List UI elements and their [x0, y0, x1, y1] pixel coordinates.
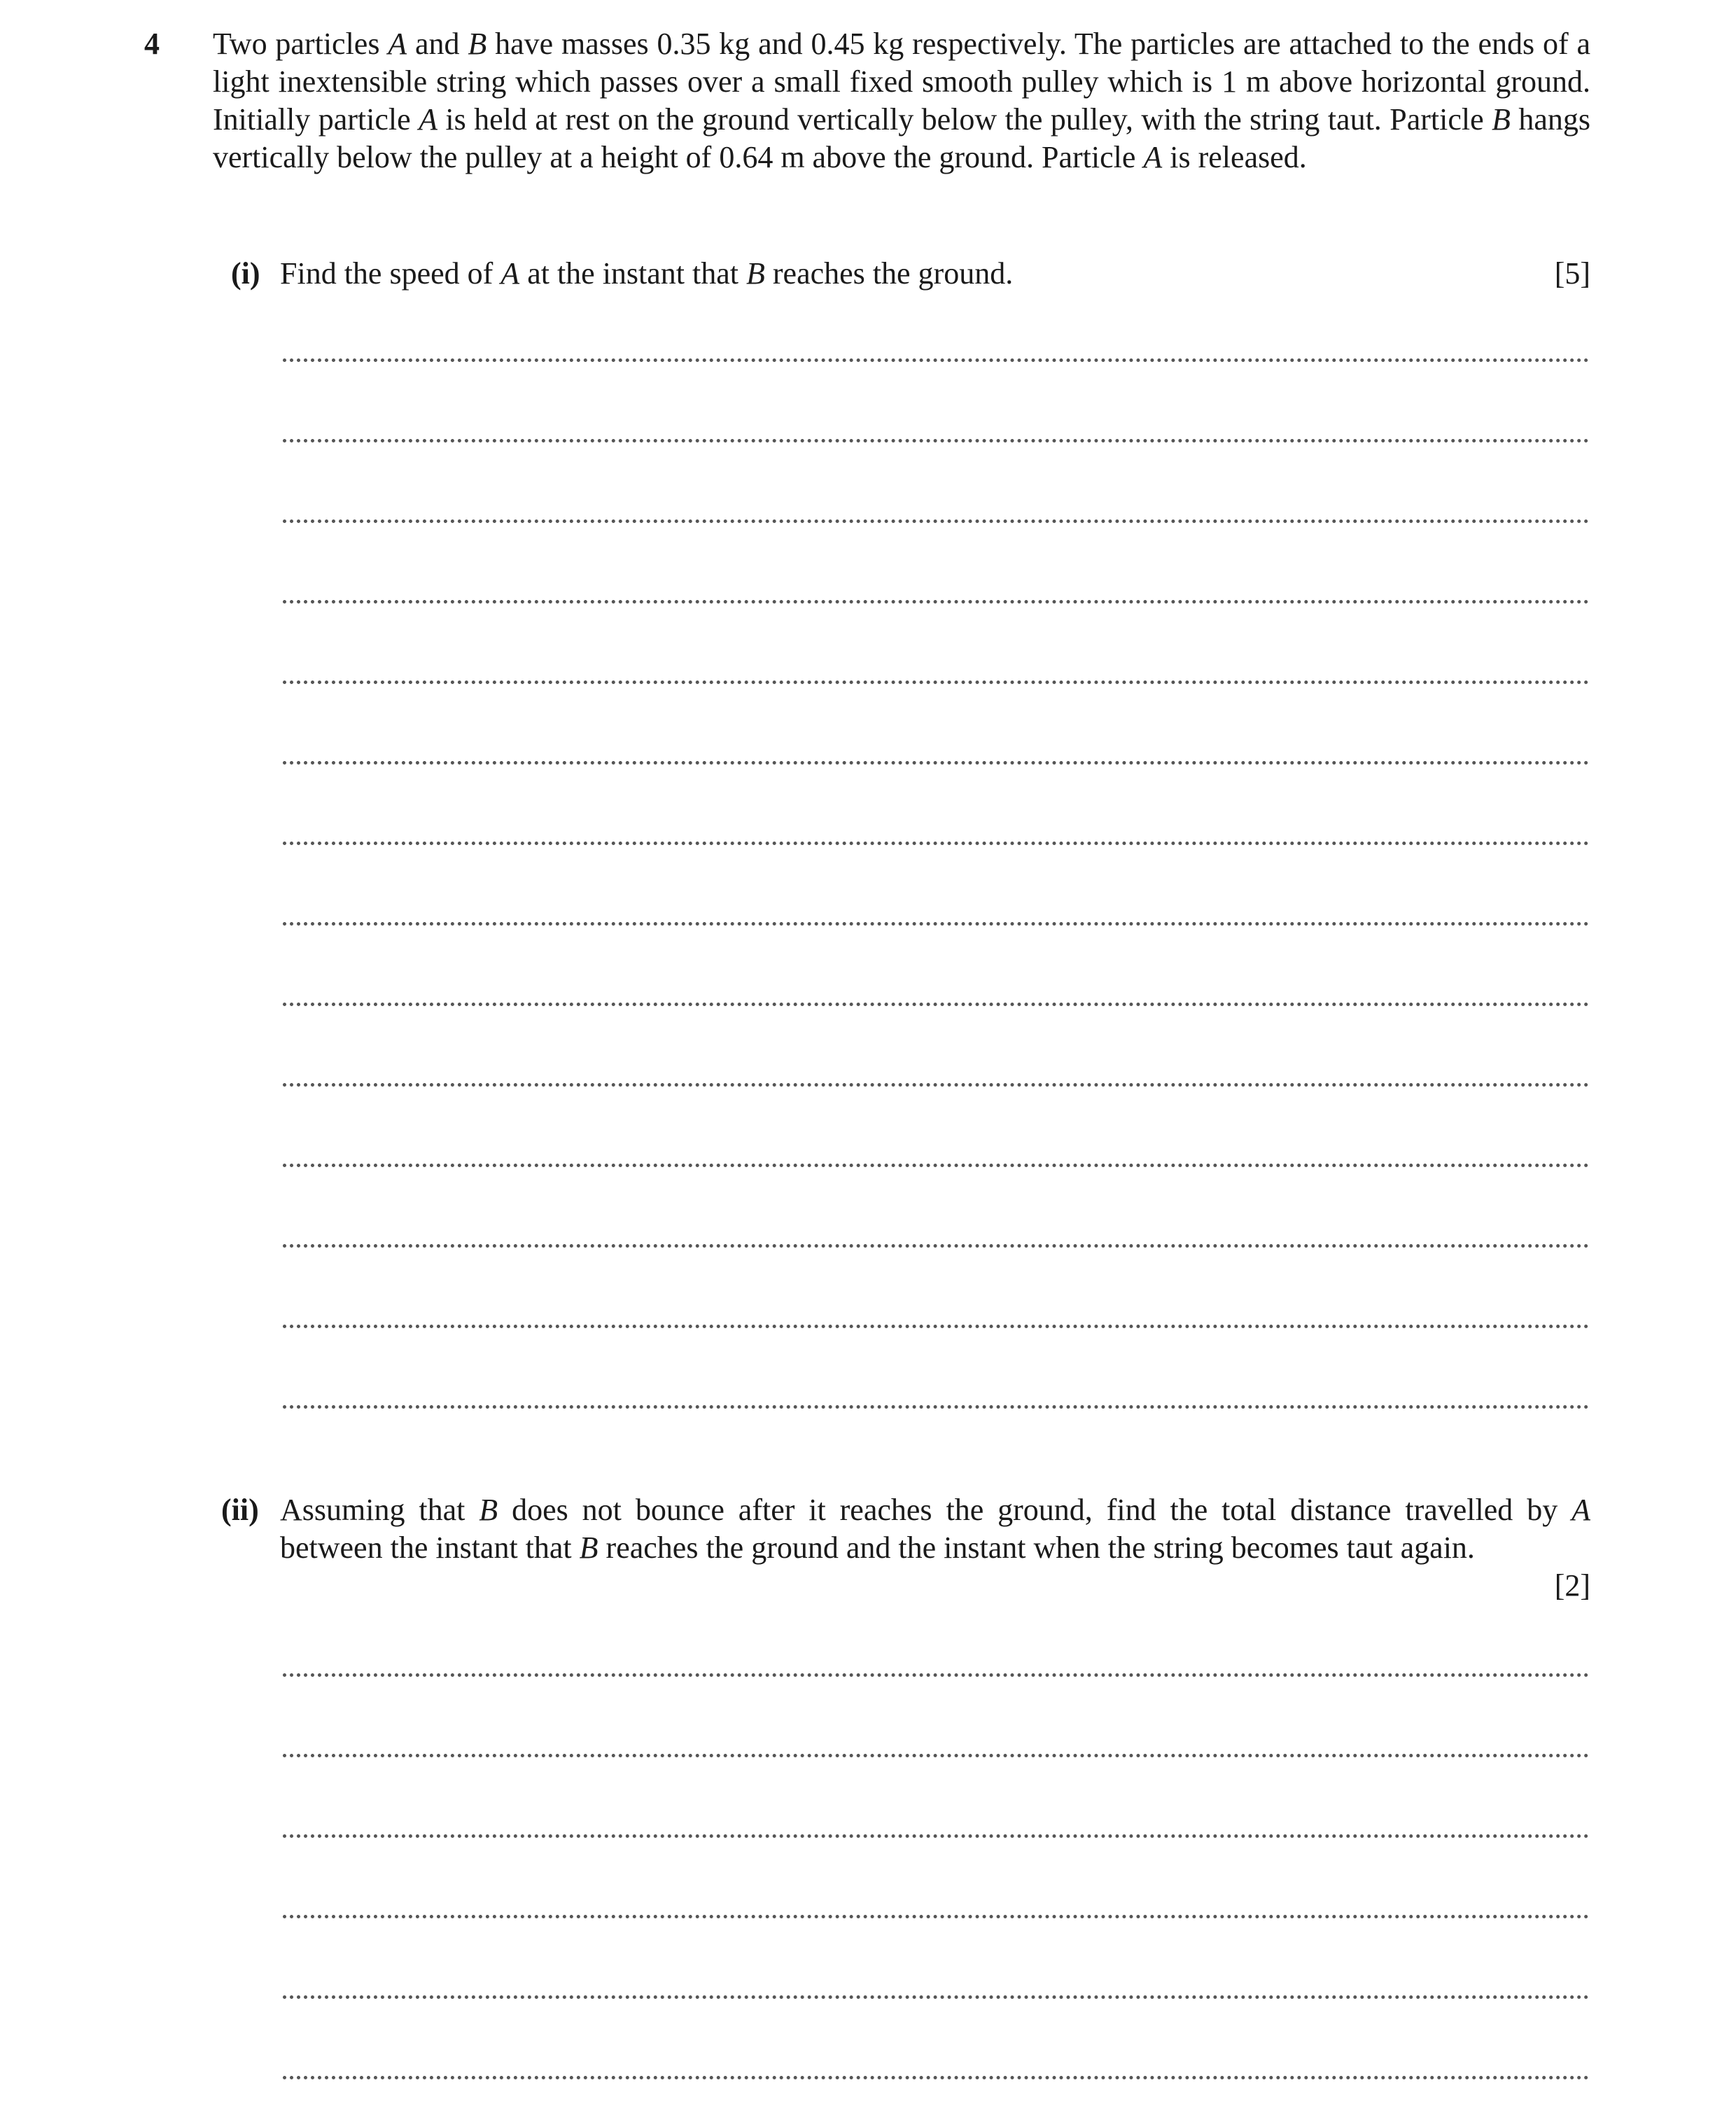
part-ii-text-content: Assuming that B does not bounce after it reaches the ground, find the total distance travelled by A between the instant that B reaches the ground and the instant when the string becomes taut again.	[280, 1493, 1591, 1565]
answer-line[interactable]	[283, 1325, 1589, 1328]
part-ii-text	[280, 1491, 1590, 1567]
answer-line[interactable]	[283, 922, 1589, 926]
question-stem: Two particles A and B have masses 0.35 kg and 0.45 kg respectively. The particles are attached to the ends of a light inextensible string which passes over a small fixed smooth pulley which is 1 m above horizontal ground. Initially particle A is held at rest on the ground vertically below the pulley, with the string taut. Particle B hangs vertically below the pulley at a height of 0.64 m above the ground. Particle A is released.	[213, 27, 1591, 174]
answer-line[interactable]	[283, 519, 1589, 523]
answer-line[interactable]	[283, 1164, 1589, 1167]
answer-line[interactable]	[283, 1754, 1589, 1757]
variable-symbol: B	[1492, 102, 1511, 137]
answer-line[interactable]	[283, 358, 1589, 362]
answer-line[interactable]	[283, 1673, 1589, 1677]
answer-line[interactable]	[283, 1834, 1589, 1838]
part-i-marks: [5]	[1554, 256, 1590, 291]
answer-line[interactable]	[283, 1244, 1589, 1248]
variable-symbol: A	[388, 27, 407, 61]
question-number: 4	[144, 27, 160, 61]
part-ii-marks: [2]	[1554, 1568, 1590, 1603]
answer-line[interactable]	[283, 1083, 1589, 1087]
answer-line[interactable]	[283, 600, 1589, 604]
part-ii-label: (ii)	[221, 1493, 259, 1527]
answer-line[interactable]	[283, 842, 1589, 845]
variable-symbol: B	[579, 1530, 598, 1565]
answer-line[interactable]	[283, 2076, 1589, 2079]
answer-line[interactable]	[283, 761, 1589, 765]
variable-symbol: A	[1572, 1493, 1591, 1527]
answer-line[interactable]	[283, 1405, 1589, 1409]
answer-line[interactable]	[283, 681, 1589, 684]
answer-line[interactable]	[283, 439, 1589, 442]
variable-symbol: B	[468, 27, 487, 61]
answer-line[interactable]	[283, 1003, 1589, 1006]
answer-line[interactable]	[283, 1995, 1589, 1999]
part-i-text: Find the speed of A at the instant that B reaches the ground.	[280, 256, 1014, 291]
part-i-label: (i)	[231, 256, 260, 291]
variable-symbol: A	[1143, 140, 1163, 174]
variable-symbol: A	[419, 102, 438, 137]
answer-line[interactable]	[283, 1915, 1589, 1918]
variable-symbol: B	[746, 256, 765, 291]
variable-symbol: B	[479, 1493, 498, 1527]
variable-symbol: A	[500, 256, 520, 291]
